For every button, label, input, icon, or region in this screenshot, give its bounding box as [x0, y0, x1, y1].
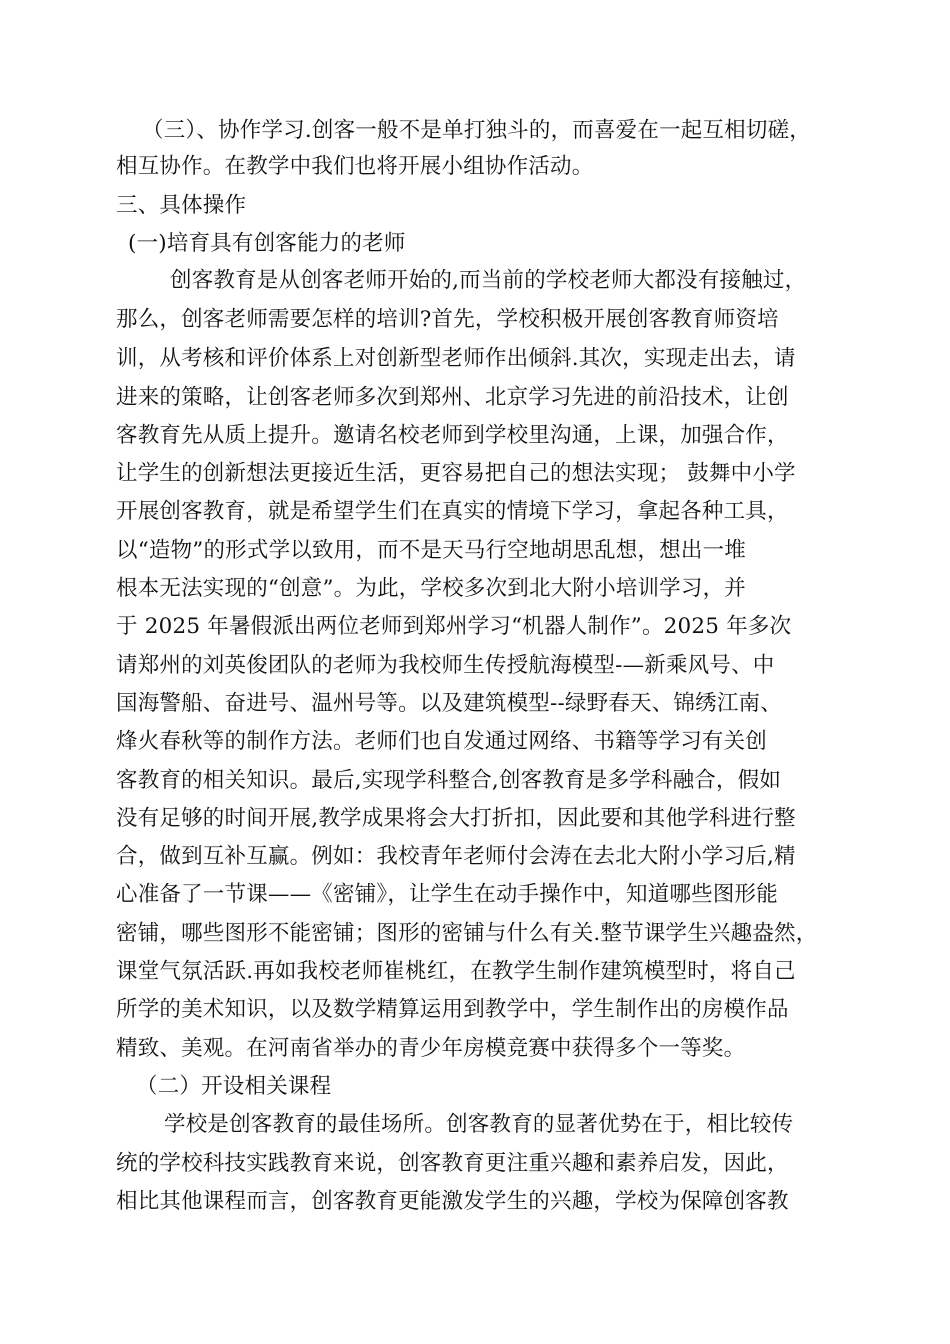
paragraph-line: 合，做到互补互赢。例如：我校青年老师付会涛在去北大附小学习后,精	[116, 844, 796, 869]
paragraph-line: 精致、美观。在河南省举办的青少年房模竞赛中获得多个一等奖。	[116, 1036, 746, 1061]
paragraph-line: 烽火春秋等的制作方法。老师们也自发通过网络、书籍等学习有关创	[116, 729, 768, 754]
paragraph-line: 统的学校科技实践教育来说，创客教育更注重兴趣和素养启发，因此，	[116, 1151, 789, 1176]
paragraph-line: 心准备了一节课——《密铺》，让学生在动手操作中，知道哪些图形能	[116, 882, 778, 907]
paragraph-line: 相互协作。在教学中我们也将开展小组协作活动。	[116, 154, 594, 179]
paragraph-line: 课堂气氛活跃.再如我校老师崔桃红，在教学生制作建筑模型时，将自己	[116, 959, 796, 984]
paragraph-line: 训，从考核和评价体系上对创新型老师作出倾斜.其次，实现走出去，请	[116, 346, 796, 371]
subsection-heading: (一)培育具有创客能力的老师	[128, 231, 406, 256]
paragraph-line: （三）、协作学习.创客一般不是单打独斗的，而喜爱在一起互相切磋，	[142, 118, 811, 143]
paragraph-line: 根本无法实现的“创意”。为此，学校多次到北大附小培训学习，并	[116, 576, 746, 601]
paragraph-line: 请郑州的刘英俊团队的老师为我校师生传授航海模型-—新乘风号、中	[116, 653, 775, 678]
paragraph-line: 所学的美术知识，以及数学精算运用到教学中，学生制作出的房模作品	[116, 997, 789, 1022]
paragraph-line: 创客教育是从创客老师开始的,而当前的学校老师大都没有接触过，	[170, 268, 807, 293]
section-heading: 三、具体操作	[116, 193, 247, 218]
paragraph-line: 于 2025 年暑假派出两位老师到郑州学习“机器人制作”。2025 年多次	[116, 614, 792, 639]
paragraph-line: 进来的策略，让创客老师多次到郑州、北京学习先进的前沿技术，让创	[116, 385, 789, 410]
paragraph-line: 相比其他课程而言，创客教育更能激发学生的兴趣，学校为保障创客教	[116, 1189, 789, 1214]
paragraph-line: 国海警船、奋进号、温州号等。以及建筑模型--绿野春天、锦绣江南、	[116, 691, 782, 716]
subsection-heading: （二）开设相关课程	[136, 1074, 332, 1099]
paragraph-line: 学校是创客教育的最佳场所。创客教育的显著优势在于，相比较传	[164, 1112, 794, 1137]
paragraph-line: 开展创客教育，就是希望学生们在真实的情境下学习，拿起各种工具，	[116, 499, 789, 524]
paragraph-line: 那么，创客老师需要怎样的培训?首先，学校积极开展创客教育师资培	[116, 307, 779, 332]
paragraph-line: 密铺，哪些图形不能密铺；图形的密铺与什么有关.整节课学生兴趣盎然，	[116, 921, 818, 946]
paragraph-line: 客教育的相关知识。最后,实现学科整合,创客教育是多学科融合，假如	[116, 768, 782, 793]
paragraph-line: 客教育先从质上提升。邀请名校老师到学校里沟通，上课，加强合作，	[116, 423, 789, 448]
paragraph-line: 以“造物”的形式学以致用，而不是天马行空地胡思乱想，想出一堆	[116, 538, 746, 563]
paragraph-line: 让学生的创新想法更接近生活，更容易把自己的想法实现； 鼓舞中小学	[116, 461, 796, 486]
paragraph-line: 没有足够的时间开展,教学成果将会大打折扣，因此要和其他学科进行整	[116, 806, 796, 831]
